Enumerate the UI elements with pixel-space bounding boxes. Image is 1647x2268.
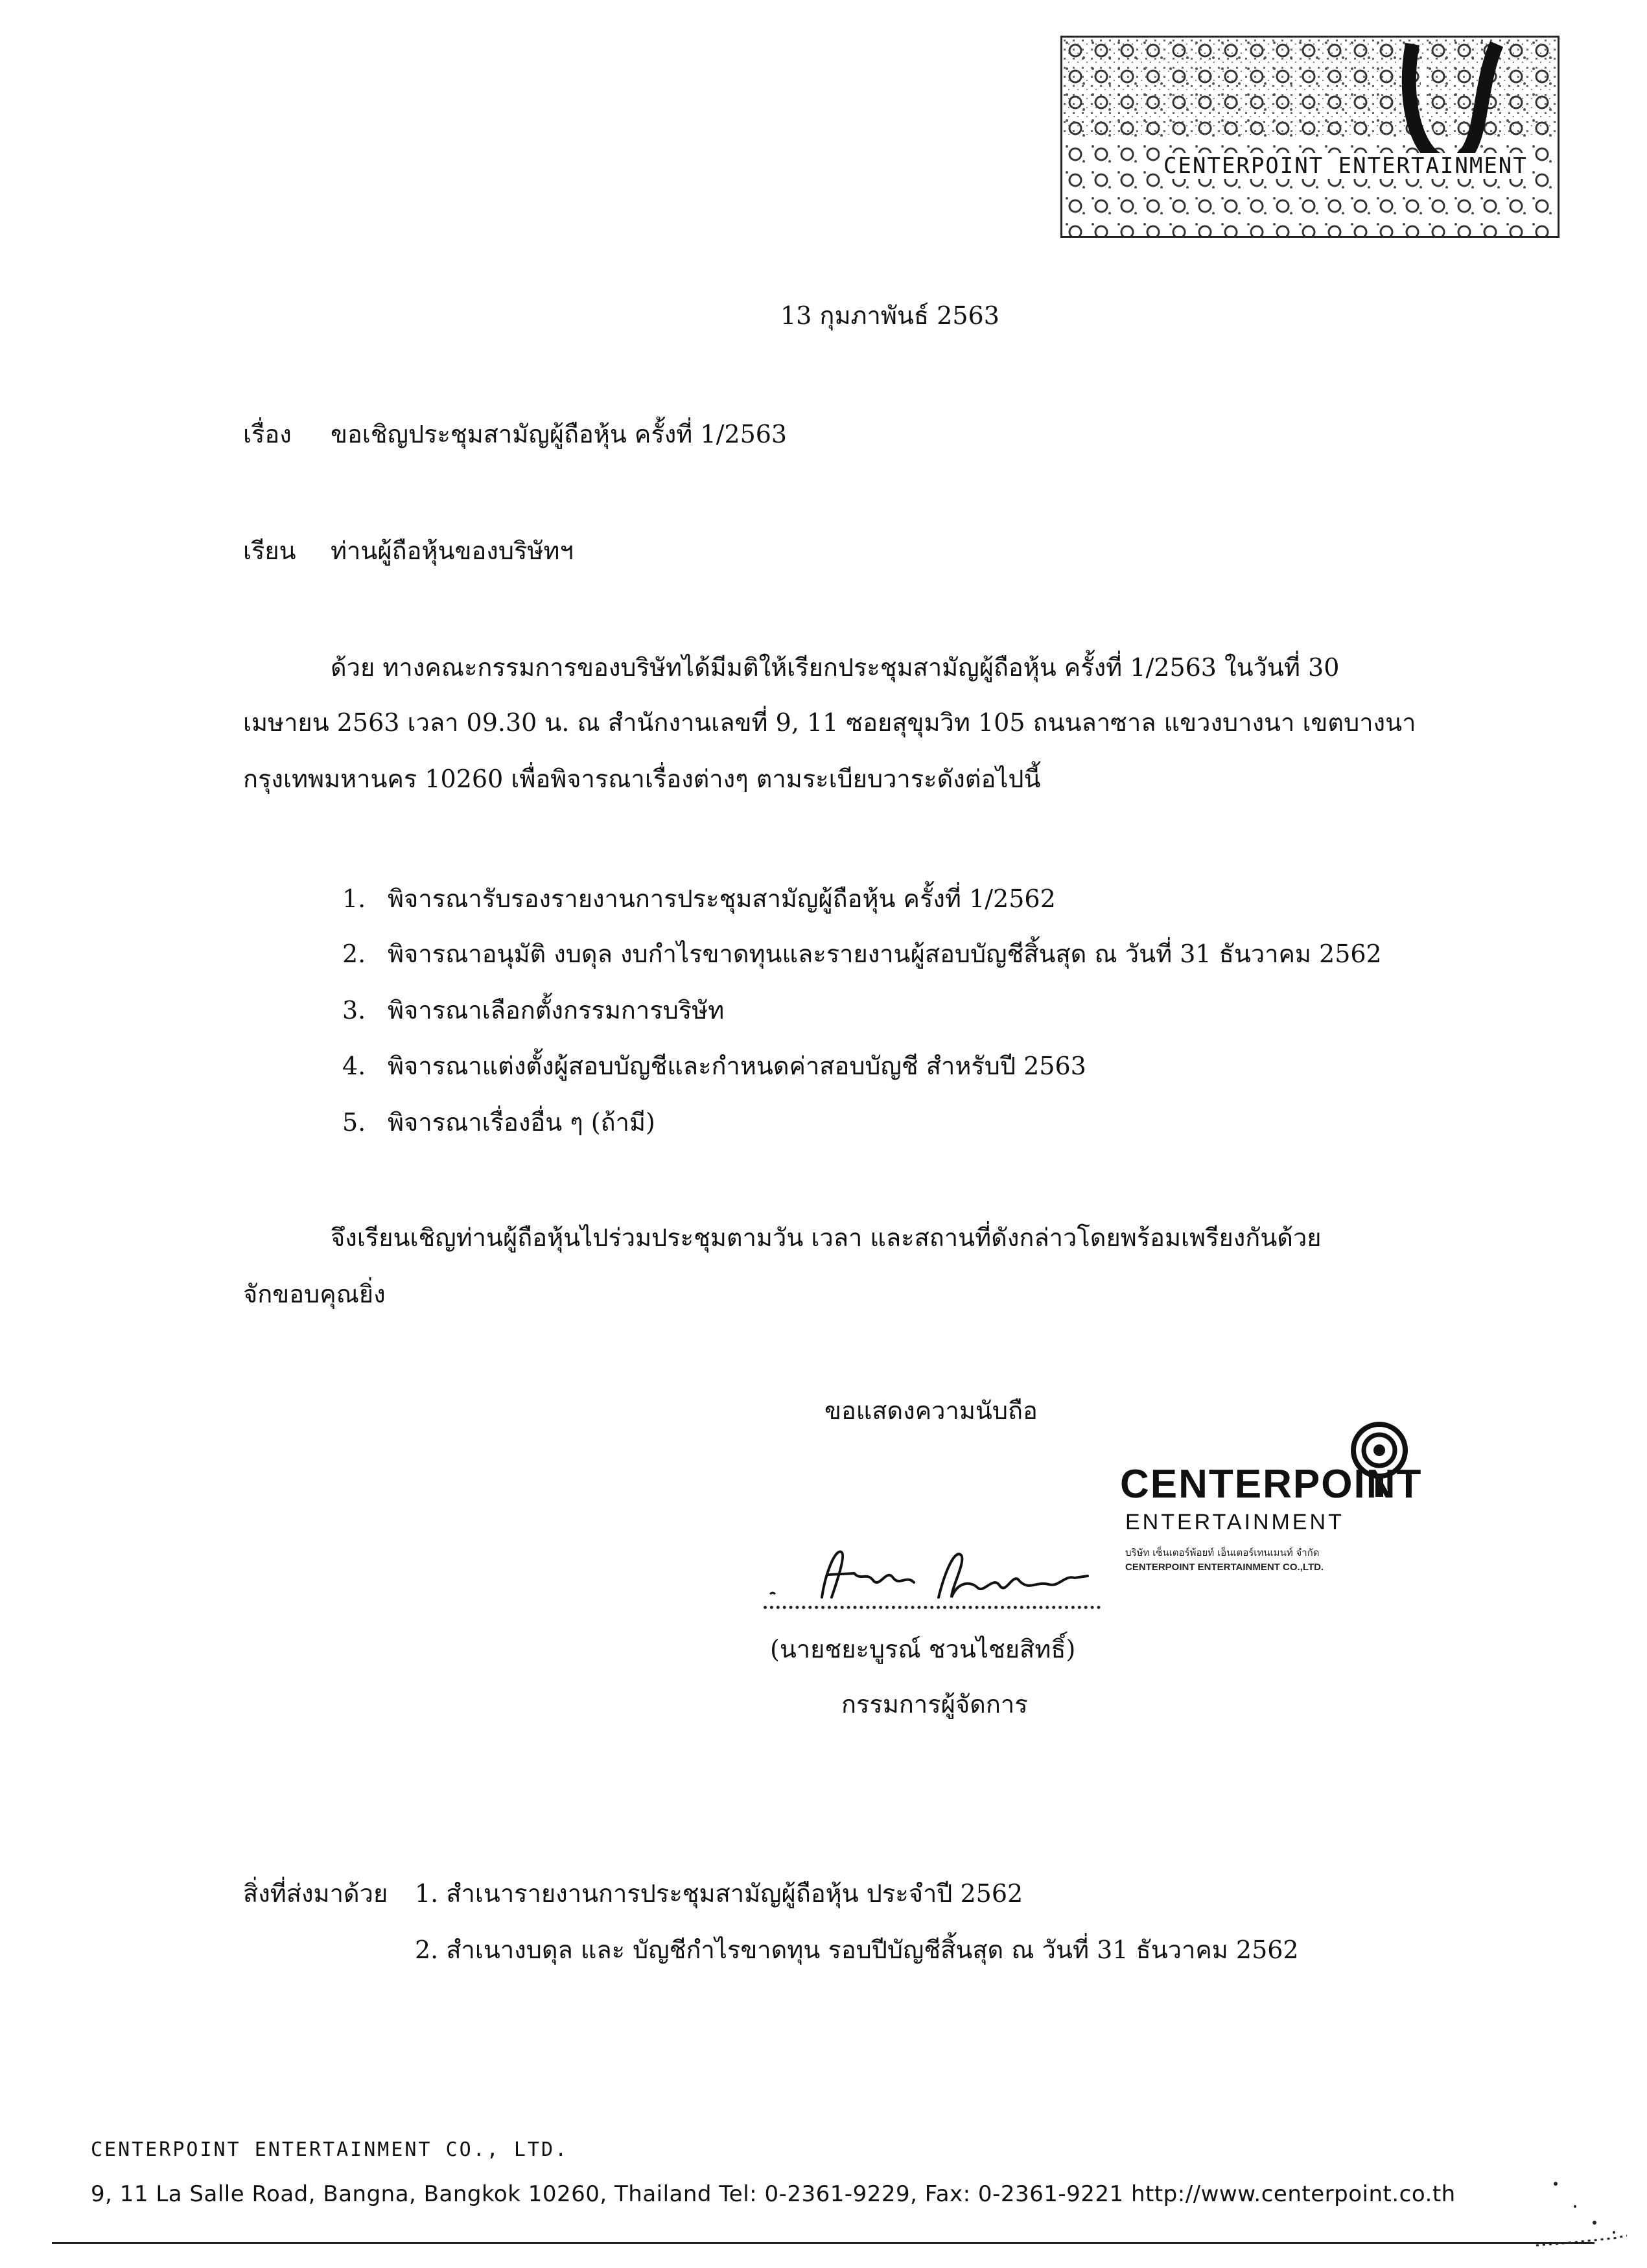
closing-line: จึงเรียนเชิญท่านผู้ถือหุ้นไปร่วมประชุมตามวัน เวลา และสถานที่ดังกล่าวโดยพร้อมเพรียงกันด้วย	[331, 1223, 1322, 1252]
footer-company: CENTERPOINT ENTERTAINMENT CO., LTD.	[91, 2138, 569, 2161]
footer-divider	[52, 2242, 1594, 2244]
signer-title: กรรมการผู้จัดการ	[841, 1690, 1028, 1718]
footer-address: 9, 11 La Salle Road, Bangna, Bangkok 10260, Thailand Tel: 0-2361-9229, Fax: 0-2361-9221 http://www.centerpoint.co.th	[91, 2181, 1456, 2207]
subject-text: ขอเชิญประชุมสามัญผู้ถือหุ้น ครั้งที่ 1/2563	[331, 420, 788, 448]
salutation-label: เรียน	[243, 537, 296, 565]
agenda-text: พิจารณาแต่งตั้งผู้สอบบัญชีและกำหนดค่าสอบบัญชี สำหรับปี 2563	[388, 1052, 1086, 1080]
agenda-number: 1.	[342, 885, 366, 913]
agenda-number: 2.	[342, 940, 366, 968]
agenda-item	[342, 940, 1382, 969]
agenda-text: พิจารณาอนุมัติ งบดุล งบกำไรขาดทุนและรายงานผู้สอบบัญชีสิ้นสุด ณ วันที่ 31 ธันวาคม 2562	[388, 940, 1382, 968]
intro-line: เมษายน 2563 เวลา 09.30 น. ณ สำนักงานเลขที่ 9, 11 ซอยสุขุมวิท 105 ถนนลาซาล แขวงบางนา เขตบางนา	[243, 708, 1416, 737]
closing-line: จักขอบคุณยิ่ง	[243, 1280, 386, 1308]
enclosure-item: 2. สำเนางบดุล และ บัญชีกำไรขาดทุน รอบปีบัญชีสิ้นสุด ณ วันที่ 31 ธันวาคม 2562	[415, 1936, 1299, 1964]
agenda-item	[342, 885, 1056, 914]
letter-date: 13 กุมภาพันธ์ 2563	[780, 301, 999, 330]
handwritten-signature	[764, 1536, 1101, 1607]
signature-line	[764, 1606, 1101, 1609]
intro-line: ด้วย ทางคณะกรรมการของบริษัทได้มีมติให้เรียกประชุมสามัญผู้ถือหุ้น ครั้งที่ 1/2563 ในวันที่ 30	[331, 653, 1340, 682]
stamp-english-line: CENTERPOINT ENTERTAINMENT CO.,LTD.	[1125, 1562, 1324, 1573]
agenda-text: พิจารณาเรื่องอื่น ๆ (ถ้ามี)	[388, 1108, 655, 1137]
scan-noise	[1536, 2171, 1627, 2249]
stamp-company-sub: ENTERTAINMENT	[1125, 1510, 1344, 1534]
regards-text: ขอแสดงความนับถือ	[824, 1396, 1038, 1425]
header-logo-text: CENTERPOINT ENTERTAINMENT	[1160, 153, 1532, 179]
agenda-number: 5.	[342, 1108, 366, 1137]
header-logo	[1060, 36, 1559, 238]
enclosure-item: 1. สำเนารายงานการประชุมสามัญผู้ถือหุ้น ประจำปี 2562	[415, 1879, 1023, 1908]
agenda-item	[342, 1052, 1086, 1082]
salutation-text: ท่านผู้ถือหุ้นของบริษัทฯ	[331, 537, 574, 565]
subject-label: เรื่อง	[243, 420, 292, 448]
agenda-item	[342, 996, 724, 1026]
stamp-company-name: CENTERPOINT	[1120, 1462, 1423, 1507]
agenda-text: พิจารณารับรองรายงานการประชุมสามัญผู้ถือหุ้น ครั้งที่ 1/2562	[388, 885, 1056, 913]
agenda-item	[342, 1108, 655, 1138]
agenda-number: 3.	[342, 996, 366, 1024]
stamp-thai-line: บริษัท เซ็นเตอร์พ้อยท์ เอ็นเตอร์เทนเมนท์ จำกัด	[1125, 1547, 1320, 1558]
agenda-text: พิจารณาเลือกตั้งกรรมการบริษัท	[388, 996, 725, 1024]
enclosure-label: สิ่งที่ส่งมาด้วย	[243, 1879, 388, 1908]
logo-pattern	[1062, 38, 1559, 238]
intro-line: กรุงเทพมหานคร 10260 เพื่อพิจารณาเรื่องต่างๆ ตามระเบียบวาระดังต่อไปนี้	[243, 765, 1041, 793]
signer-name: (นายชยะบูรณ์ ชวนไชยสิทธิ์)	[770, 1635, 1076, 1663]
agenda-number: 4.	[342, 1052, 366, 1080]
